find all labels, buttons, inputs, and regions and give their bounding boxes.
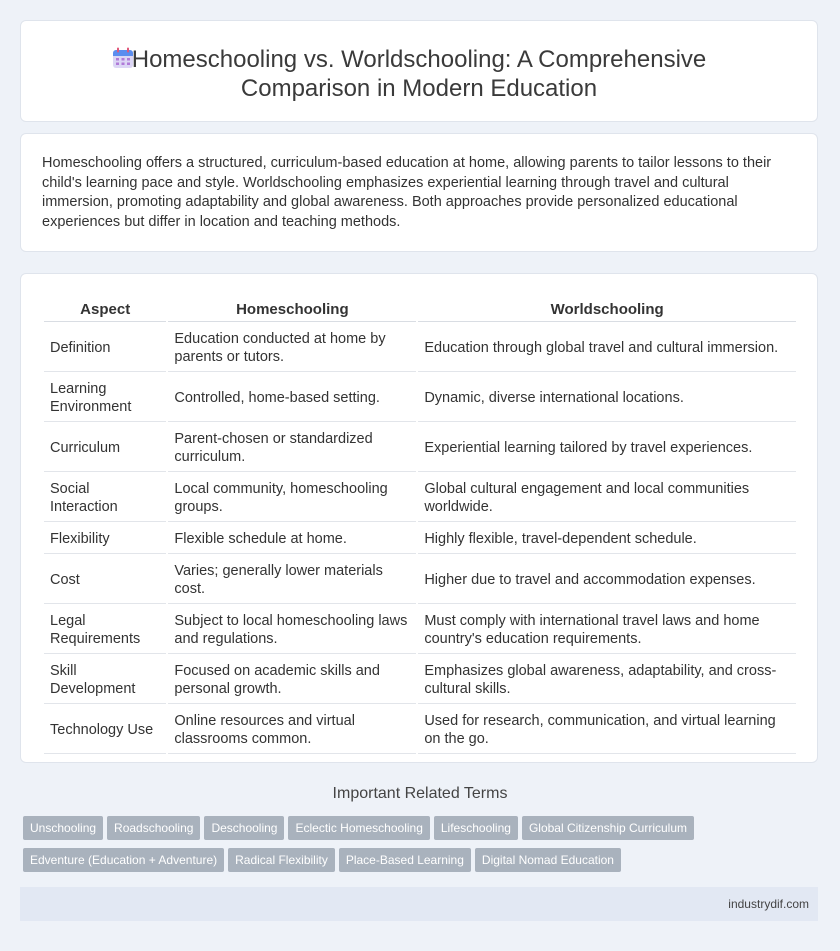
table-row bbox=[44, 556, 796, 604]
row-homeschooling: Flexible schedule at home. bbox=[168, 524, 416, 554]
page-title bbox=[21, 45, 817, 103]
row-aspect: Technology Use bbox=[44, 706, 166, 754]
intro-card bbox=[20, 133, 818, 252]
tag-unschooling[interactable]: Unschooling bbox=[23, 816, 103, 840]
row-worldschooling: Used for research, communication, and virtual learning on the go. bbox=[418, 706, 796, 754]
related-terms-title: Important Related Terms bbox=[332, 785, 508, 802]
table-row bbox=[44, 374, 796, 422]
row-worldschooling: Global cultural engagement and local communities worldwide. bbox=[418, 474, 796, 522]
row-aspect: Legal Requirements bbox=[44, 606, 166, 654]
row-homeschooling: Subject to local homeschooling laws and regulations. bbox=[168, 606, 416, 654]
row-worldschooling: Must comply with international travel laws and home country's education requirements. bbox=[418, 606, 796, 654]
row-worldschooling: Emphasizes global awareness, adaptability, and cross-cultural skills. bbox=[418, 656, 796, 704]
row-homeschooling: Varies; generally lower materials cost. bbox=[168, 556, 416, 604]
row-aspect: Definition bbox=[44, 324, 166, 372]
row-worldschooling: Higher due to travel and accommodation expenses. bbox=[418, 556, 796, 604]
tag-lifeschooling[interactable]: Lifeschooling bbox=[434, 816, 518, 840]
row-worldschooling: Education through global travel and cultural immersion. bbox=[418, 324, 796, 372]
comparison-table-card bbox=[20, 273, 818, 763]
row-homeschooling: Focused on academic skills and personal growth. bbox=[168, 656, 416, 704]
tag-place-based-learning[interactable]: Place-Based Learning bbox=[339, 848, 471, 872]
row-worldschooling: Dynamic, diverse international locations. bbox=[418, 374, 796, 422]
header-worldschooling: Worldschooling bbox=[418, 297, 796, 322]
row-homeschooling: Education conducted at home by parents or tutors. bbox=[168, 324, 416, 372]
table-row bbox=[44, 324, 796, 372]
row-homeschooling: Online resources and virtual classrooms common. bbox=[168, 706, 416, 754]
row-homeschooling: Parent-chosen or standardized curriculum. bbox=[168, 424, 416, 472]
row-worldschooling: Experiential learning tailored by travel experiences. bbox=[418, 424, 796, 472]
header-aspect: Aspect bbox=[44, 297, 166, 322]
row-homeschooling: Controlled, home-based setting. bbox=[168, 374, 416, 422]
tag-eclectic-homeschooling[interactable]: Eclectic Homeschooling bbox=[288, 816, 429, 840]
comparison-table bbox=[42, 295, 798, 756]
footer-site[interactable]: industrydif.com bbox=[728, 897, 809, 911]
row-aspect: Learning Environment bbox=[44, 374, 166, 422]
table-row bbox=[44, 656, 796, 704]
table-header-row bbox=[44, 297, 796, 322]
tag-edventure[interactable]: Edventure (Education + Adventure) bbox=[23, 848, 224, 872]
related-terms-list bbox=[23, 816, 823, 880]
table-row bbox=[44, 474, 796, 522]
row-aspect: Curriculum bbox=[44, 424, 166, 472]
row-aspect: Skill Development bbox=[44, 656, 166, 704]
tag-global-citizenship-curriculum[interactable]: Global Citizenship Curriculum bbox=[522, 816, 694, 840]
row-homeschooling: Local community, homeschooling groups. bbox=[168, 474, 416, 522]
row-aspect: Cost bbox=[44, 556, 166, 604]
row-aspect: Flexibility bbox=[44, 524, 166, 554]
title-card bbox=[20, 20, 818, 122]
table-row bbox=[44, 424, 796, 472]
row-aspect: Social Interaction bbox=[44, 474, 166, 522]
intro-paragraph: Homeschooling offers a structured, curriculum-based education at home, allowing parents to tailor lessons to their child's learning pace and style. Worldschooling emphasizes experiential learning through travel and cultural immersion, promoting adaptability and global awareness. Both approaches provide personalized educational experiences but differ in location and teaching methods. bbox=[42, 155, 772, 230]
table-row bbox=[44, 606, 796, 654]
row-worldschooling: Highly flexible, travel-dependent schedule. bbox=[418, 524, 796, 554]
tag-deschooling[interactable]: Deschooling bbox=[204, 816, 284, 840]
tag-roadschooling[interactable]: Roadschooling bbox=[107, 816, 200, 840]
footer bbox=[20, 887, 818, 921]
page-title-line2: Comparison in Modern Education bbox=[240, 75, 598, 102]
tag-digital-nomad-education[interactable]: Digital Nomad Education bbox=[475, 848, 621, 872]
page-title-line1: Homeschooling vs. Worldschooling: A Comprehensive bbox=[131, 46, 707, 73]
table-row bbox=[44, 706, 796, 754]
tag-radical-flexibility[interactable]: Radical Flexibility bbox=[228, 848, 335, 872]
header-homeschooling: Homeschooling bbox=[168, 297, 416, 322]
table-row bbox=[44, 524, 796, 554]
